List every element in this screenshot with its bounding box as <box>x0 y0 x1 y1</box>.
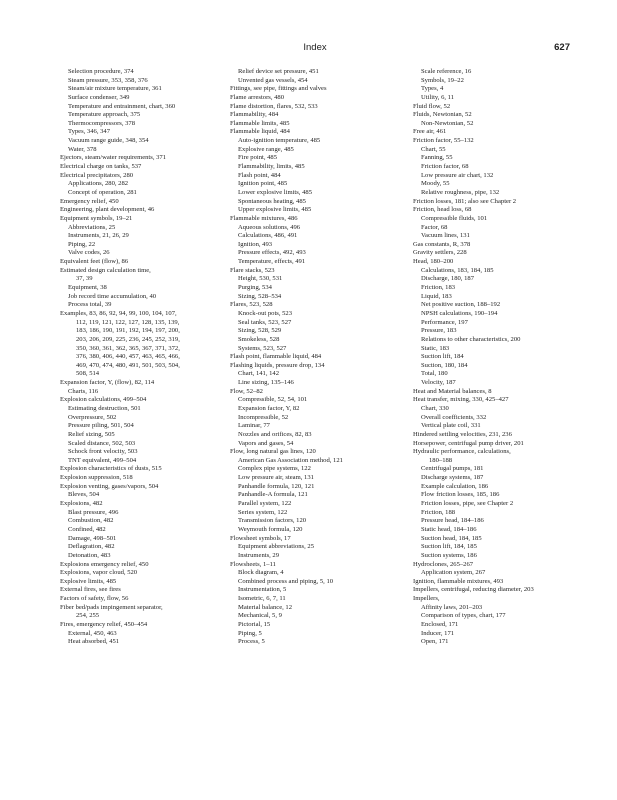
index-column-3 <box>413 68 573 647</box>
index-entry-continuation: 254, 255 <box>76 612 100 620</box>
index-subentry: Auto-ignition temperature, 485 <box>238 137 321 145</box>
index-entry: Explosion calculations, 499–504 <box>60 396 147 404</box>
index-entry-continuation: 37, 39 <box>76 275 93 283</box>
index-subentry: Static, 183 <box>421 344 450 352</box>
index-entry: Heat transfer, mixing, 330, 425–427 <box>413 396 509 404</box>
index-subentry: Moody, 55 <box>421 180 450 188</box>
index-subentry: Instruments, 21, 26, 29 <box>68 232 129 240</box>
index-subentry: Process total, 39 <box>68 301 112 309</box>
index-subentry: Parallel system, 122 <box>238 500 292 508</box>
index-entry: Explosion suppression, 518 <box>60 474 133 482</box>
index-entry: Flammable liquid, 484 <box>230 128 290 136</box>
index-subentry: Block diagram, 4 <box>238 569 284 577</box>
index-subentry: Fire point, 485 <box>238 154 278 162</box>
index-entry-continuation: 112, 119, 121, 122, 127, 128, 135, 139, <box>76 318 180 326</box>
index-subentry: Low pressure air, steam, 131 <box>238 474 314 482</box>
index-subentry: Laminar, 77 <box>238 422 270 430</box>
index-subentry: Spontaneous heating, 485 <box>238 197 306 205</box>
index-subentry: TNT equivalent, 499–504 <box>68 456 137 464</box>
index-subentry: Discharge systems, 187 <box>421 474 484 482</box>
index-subentry: Equipment, 38 <box>68 284 107 292</box>
index-subentry: Friction losses, pipe, see Chapter 2 <box>421 500 514 508</box>
index-subentry: Process, 5 <box>238 638 265 646</box>
index-entry: Flares, 523, 528 <box>230 301 273 309</box>
index-subentry: Steam pressure, 353, 358, 376 <box>68 76 148 84</box>
index-entry: Flammable limits, 485 <box>230 119 290 127</box>
index-subentry: Static head, 184–186 <box>421 525 477 533</box>
index-subentry: Knock-out pots, 523 <box>238 309 293 317</box>
index-subentry: Thermocompressors, 378 <box>68 119 136 127</box>
index-entry-continuation: 203, 206, 209, 225, 236, 245, 252, 319, <box>76 335 180 343</box>
index-entry: Explosion characteristics of dusts, 515 <box>60 465 162 473</box>
index-subentry: Water, 378 <box>68 145 97 153</box>
index-subentry: Scaled distance, 502, 503 <box>68 439 136 447</box>
index-subentry: Friction, 183 <box>421 284 456 292</box>
index-subentry: Piping, 22 <box>68 240 96 248</box>
index-entry-continuation: 350, 360, 361, 362, 365, 367, 371, 372, <box>76 344 180 352</box>
index-subentry: Fanning, 55 <box>421 154 453 162</box>
index-subentry: Pressure, 183 <box>421 327 457 335</box>
index-entry: Hydroclones, 265–267 <box>413 560 474 568</box>
index-entry: Ejectors, steam/water requirements, 371 <box>60 154 167 162</box>
index-subentry: Weymouth formula, 120 <box>238 525 303 533</box>
index-subentry: Ignition, 493 <box>238 240 273 248</box>
index-subentry: Relations to other characteristics, 200 <box>421 335 521 343</box>
index-subentry: Application system, 267 <box>421 569 486 577</box>
index-subentry: Purging, 534 <box>238 284 272 292</box>
index-subentry: Chart, 330 <box>421 404 449 412</box>
index-subentry: Pictorial, 15 <box>238 621 271 628</box>
index-entry: Fires, emergency relief, 450–454 <box>60 621 148 628</box>
index-subentry: Height, 530, 531 <box>238 275 283 283</box>
index-subentry: Suction, 180, 184 <box>421 361 468 369</box>
index-subentry: Types, 4 <box>421 85 444 93</box>
index-subentry: Temperature and entrainment, chart, 360 <box>68 102 176 110</box>
index-subentry: Relative roughness, pipe, 132 <box>421 188 500 196</box>
index-subentry: Bleves, 504 <box>68 491 100 499</box>
index-entry: Friction factor, 55–132 <box>413 137 474 145</box>
index-subentry: Steam/air mixture temperature, 361 <box>68 85 162 93</box>
index-entry: Expansion factor, Y, (flow), 82, 114 <box>60 379 155 387</box>
index-subentry: Compressible, 52, 54, 101 <box>238 396 308 404</box>
index-subentry: Vacuum range guide, 348, 354 <box>68 137 149 145</box>
index-subentry: Pressure head, 184–186 <box>421 517 484 525</box>
index-entry: Flame arrestors, 480 <box>230 93 285 101</box>
index-subentry: Pressure effects, 492, 493 <box>238 249 306 257</box>
index-subentry: Mechanical, 5, 9 <box>238 612 282 620</box>
index-entry: Flammability, 484 <box>230 111 279 119</box>
index-entry: Fluid flow, 52 <box>413 102 451 110</box>
index-subentry: Compressible fluids, 101 <box>421 214 488 222</box>
index-subentry: Liquid, 183 <box>421 292 452 300</box>
index-subentry: Nozzles and orifices, 82, 83 <box>238 430 312 438</box>
index-subentry: Chart, 55 <box>421 145 446 153</box>
index-entry: Ignition, flammable mixtures, 493 <box>413 577 504 585</box>
index-subentry: Suction head, 184, 185 <box>421 534 482 542</box>
index-subentry: Friction, 188 <box>421 508 456 516</box>
index-subentry: Aqueous solutions, 496 <box>238 223 301 231</box>
index-subentry: Pressure piling, 501, 504 <box>68 422 134 430</box>
index-subentry: Temperature, effects, 491 <box>238 258 306 266</box>
index-subentry: Seal tanks, 523, 527 <box>238 318 292 326</box>
index-subentry: Selection procedure, 374 <box>68 68 134 75</box>
index-subentry: Vertical plate coil, 331 <box>421 422 481 430</box>
index-subentry: Detonation, 483 <box>68 551 111 559</box>
index-entry: Factors of safety, flow, 56 <box>60 595 129 603</box>
index-entry-continuation: 180–188 <box>429 456 453 464</box>
index-subentry: Inducer, 171 <box>421 629 455 637</box>
index-subentry: Transmission factors, 120 <box>238 517 307 525</box>
index-subentry: Velocity, 187 <box>421 379 456 387</box>
index-subentry: Relief device set pressure, 451 <box>238 68 319 75</box>
index-subentry: Discharge, 180, 187 <box>421 275 474 283</box>
index-subentry: Incompressible, 52 <box>238 413 289 421</box>
index-subentry: Explosive range, 485 <box>238 145 294 153</box>
index-entry: Friction losses, 181; also see Chapter 2 <box>413 197 517 205</box>
index-subentry: Temperature approach, 375 <box>68 111 141 119</box>
index-subentry: Sizing, 528–534 <box>238 292 282 300</box>
index-subentry: Ignition point, 485 <box>238 180 288 188</box>
page-title: Index <box>303 42 327 53</box>
index-entry: External fires, see fires <box>60 586 121 594</box>
index-entry: Flammable mixtures, 486 <box>230 214 298 222</box>
index-subentry: Chart, 141, 142 <box>238 370 280 378</box>
index-subentry: Calculations, 486, 491 <box>238 232 298 240</box>
index-subentry: Suction lift, 184 <box>421 353 464 361</box>
index-entry: Fiber bed/pads impingement separator, <box>60 603 163 611</box>
index-subentry: Types, 346, 347 <box>68 128 111 136</box>
index-entry: Free air, 461 <box>413 128 447 136</box>
index-subentry: Applications, 280, 282 <box>68 180 129 188</box>
index-subentry: Overpressure, 502 <box>68 413 117 421</box>
page-header <box>60 42 570 56</box>
index-subentry: Upper explosive limits, 485 <box>238 206 312 214</box>
index-subentry: Expansion factor, Y, 82 <box>238 404 300 412</box>
index-subentry: Complex pipe systems, 122 <box>238 465 311 473</box>
index-subentry: Valve codes, 26 <box>68 249 110 257</box>
index-subentry: Confined, 482 <box>68 525 106 533</box>
index-subentry: External, 450, 463 <box>68 629 117 637</box>
index-subentry: Net positive suction, 188–192 <box>421 301 501 309</box>
index-entry: Flowsheets, 1–11 <box>230 560 276 568</box>
index-subentry: Affinity laws, 201–203 <box>421 603 483 611</box>
index-column-1 <box>60 68 225 647</box>
index-subentry: Flammability, limits, 485 <box>238 163 305 171</box>
index-subentry: Heat absorbed, 451 <box>68 638 120 646</box>
index-entry: Equipment symbols, 19–21 <box>60 214 133 222</box>
index-column-2 <box>230 68 402 647</box>
index-subentry: Concept of operation, 281 <box>68 188 137 196</box>
index-subentry: Example calculation, 186 <box>421 482 489 490</box>
index-subentry: Symbols, 19–22 <box>421 76 464 84</box>
index-entry: Fluids, Newtonian, 52 <box>413 111 472 119</box>
index-subentry: Scale reference, 16 <box>421 68 472 75</box>
index-subentry: Schock front velocity, 503 <box>68 448 138 456</box>
index-subentry: Instrumentation, 5 <box>238 586 287 594</box>
index-subentry: Surface condenser, 349 <box>68 93 130 101</box>
index-subentry: Low pressure air chart, 132 <box>421 171 494 179</box>
index-entry-continuation: 469, 470, 474, 480, 491, 501, 503, 504, <box>76 361 180 369</box>
index-entry: Gravity settlers, 228 <box>413 249 467 257</box>
index-entry: Head, 180–200 <box>413 258 454 266</box>
index-subentry: Abbreviations, 25 <box>68 223 116 231</box>
index-subentry: Systems, 523, 527 <box>238 344 287 352</box>
index-subentry: Deflagration, 482 <box>68 543 115 551</box>
index-subentry: Sizing, 528, 529 <box>238 327 282 335</box>
page-number: 627 <box>554 42 570 53</box>
index-subentry: Line sizing, 135–146 <box>238 379 294 387</box>
index-subentry: Vapors and gases, 54 <box>238 439 294 447</box>
index-subentry: Panhandle formula, 120, 121 <box>238 482 315 490</box>
index-subentry: Vacuum lines, 131 <box>421 232 470 240</box>
index-subentry: Estimating destruction, 501 <box>68 404 141 412</box>
index-entry: Flame distortion, flares, 532, 533 <box>230 102 318 110</box>
index-entry-continuation: 183, 186, 190, 191, 192, 194, 197, 200, <box>76 327 180 335</box>
index-entry: Flow, 52–82 <box>230 387 263 395</box>
index-subentry: Damage, 498–501 <box>68 534 117 542</box>
index-subentry: Panhandle-A formula, 121 <box>238 491 308 499</box>
index-entry: Hindered settling velocities, 231, 236 <box>413 430 512 438</box>
index-entry: Heat and Material balances, 8 <box>413 387 492 395</box>
index-subentry: Lower explosive limits, 485 <box>238 188 312 196</box>
index-subentry: Unvented gas vessels, 454 <box>238 76 308 84</box>
index-subentry: Instruments, 29 <box>238 551 280 559</box>
index-entry: Explosions emergency relief, 450 <box>60 560 149 568</box>
index-entry: Fittings, see pipe, fittings and valves <box>230 85 327 93</box>
index-subentry: Suction lift, 184, 185 <box>421 543 477 551</box>
index-subentry: Utility, 6, 11 <box>421 93 455 101</box>
index-entry: Flash point, flammable liquid, 484 <box>230 353 322 361</box>
index-subentry: Comparison of types, chart, 177 <box>421 612 506 620</box>
index-entry: Flashing liquids, pressure drop, 134 <box>230 361 325 369</box>
index-entry: Explosion venting, gases/vapors, 504 <box>60 482 159 490</box>
index-subentry: Piping, 5 <box>238 629 262 637</box>
index-subentry: Smokeless, 528 <box>238 335 280 343</box>
index-subentry: American Gas Association method, 121 <box>238 456 343 464</box>
index-subentry: Isometric, 6, 7, 11 <box>238 595 286 603</box>
index-subentry: Combined process and piping, 5, 10 <box>238 577 334 585</box>
index-entry: Flow, long natural gas lines, 120 <box>230 448 316 456</box>
index-entry: Friction, head loss, 68 <box>413 206 472 214</box>
index-subentry: Blast pressure, 496 <box>68 508 119 516</box>
index-subentry: Factor, 68 <box>421 223 448 231</box>
index-subentry: Equipment abbreviations, 25 <box>238 543 314 551</box>
index-entry: Impellers, centrifugal, reducing diameter, 203 <box>413 586 534 594</box>
index-subentry: Job record time accumulation, 40 <box>68 292 157 300</box>
index-entry: Flare stacks, 523 <box>230 266 275 274</box>
index-entry: Explosions, vapor cloud, 520 <box>60 569 138 577</box>
index-entry: Impellers, <box>413 595 440 603</box>
index-subentry: Friction factor, 68 <box>421 163 469 171</box>
index-entry: Explosions, 482 <box>60 500 103 508</box>
index-entry: Flowsheet symbols, 17 <box>230 534 291 542</box>
index-subentry: Material balance, 12 <box>238 603 293 611</box>
index-entry: Gas constants, R, 378 <box>413 240 471 248</box>
index-subentry: Calculations, 183, 184, 185 <box>421 266 494 274</box>
index-entry: Electrical precipitators, 280 <box>60 171 134 179</box>
index-entry: Explosive limits, 485 <box>60 577 117 585</box>
index-entry: Estimated design calculation time, <box>60 266 151 274</box>
index-entry: Horsepower, centrifugal pump driver, 201 <box>413 439 524 447</box>
index-subentry: Flash point, 484 <box>238 171 281 179</box>
index-subentry: NPSH calculations, 190–194 <box>421 309 498 317</box>
index-subentry: Combustion, 482 <box>68 517 114 525</box>
index-entry: Electrical charge on tanks, 537 <box>60 163 142 171</box>
index-entry: Examples, 83, 86, 92, 94, 99, 100, 104, 107, <box>60 309 177 317</box>
index-subentry: Suction systems, 186 <box>421 551 477 559</box>
index-entry: Hydraulic performance, calculations, <box>413 448 511 456</box>
index-subentry: Relief sizing, 505 <box>68 430 115 438</box>
index-subentry: Enclosed, 171 <box>421 621 459 628</box>
index-subentry: Performance, 197 <box>421 318 468 326</box>
index-subentry: Series system, 122 <box>238 508 288 516</box>
index-entry: Equivalent feet (flow), 86 <box>60 258 129 266</box>
index-subentry: Centrifugal pumps, 181 <box>421 465 484 473</box>
index-entry: Emergency relief, 450 <box>60 197 119 205</box>
index-entry-continuation: 376, 380, 406, 440, 457, 463, 465, 466, <box>76 353 180 361</box>
index-subentry: Non-Newtonian, 52 <box>421 119 474 127</box>
index-subentry: Overall coefficients, 332 <box>421 413 487 421</box>
index-subentry: Total, 180 <box>421 370 448 378</box>
index-subentry: Charts, 116 <box>68 387 99 395</box>
index-subentry: Open, 171 <box>421 638 449 646</box>
index-entry: Engineering, plant development, 46 <box>60 206 155 214</box>
index-subentry: Flow friction losses, 185, 186 <box>421 491 500 499</box>
index-entry-continuation: 508, 514 <box>76 370 100 378</box>
